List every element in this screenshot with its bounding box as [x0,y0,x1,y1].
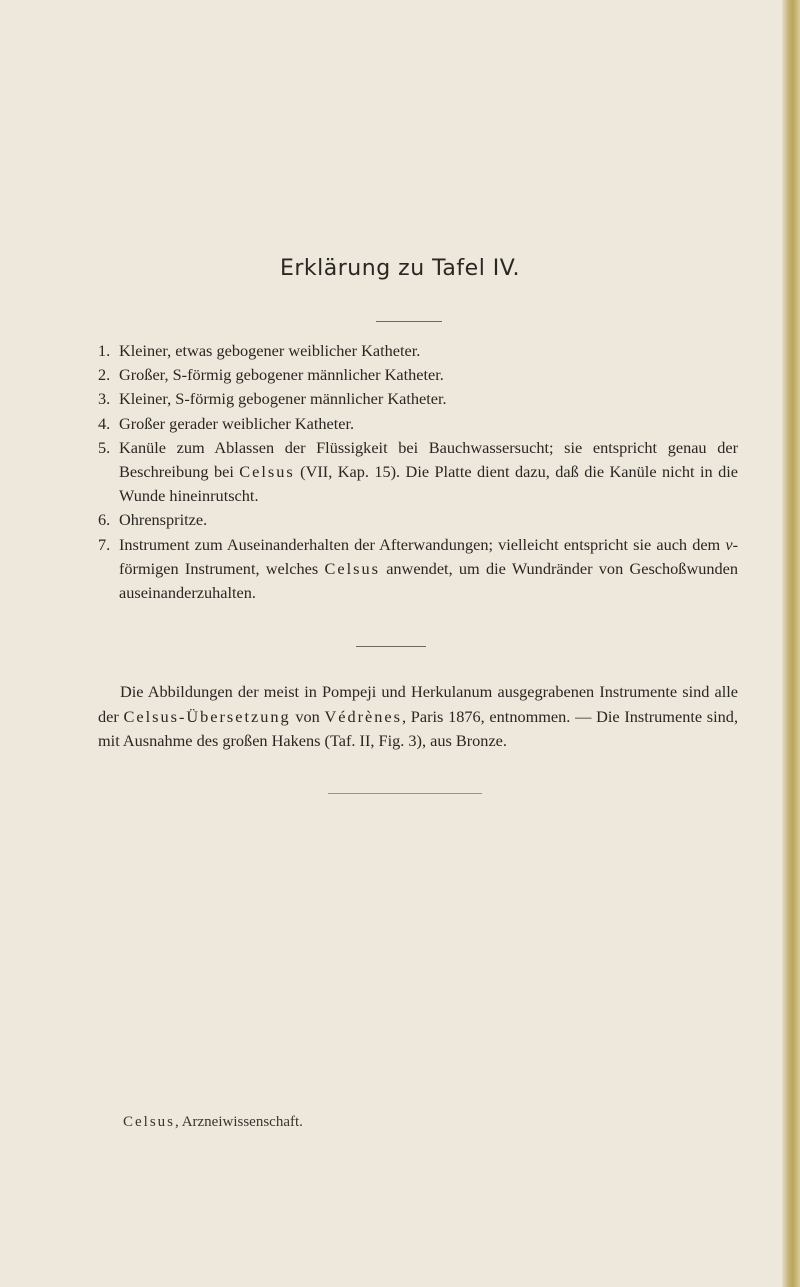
list-item [98,387,738,411]
footer-author: Celsus [123,1114,176,1130]
item-number: 2. [98,365,111,385]
item-number: 1. [98,341,111,360]
item-text: Großer, S-förmig gebogener männlicher Katheter. [119,365,444,385]
list-item [98,533,738,606]
note-text: , Paris 1876, entnommen. — Die Instrumente sind, mit Ausnahme des großen Hakens (Taf. II, Fig. 3), aus Bronze. [98,706,739,750]
item-number: 4. [98,413,111,433]
title-divider [376,321,442,322]
note-text: Die Abbildungen der meist in Pompeji und Herkulanum ausgegrabenen Instrumente sind alle der [98,682,738,726]
item-number: 7. [98,534,111,554]
item-text: Kanüle zum Ablassen der Flüssigkeit bei Bauchwassersucht; sie entspricht genau der Beschreibung bei [119,437,738,482]
list-item [98,339,738,363]
page-edge [782,0,800,1287]
item-text: Ohrenspritze. [119,510,208,530]
item-number: 3. [98,389,111,409]
item-number: 6. [98,510,111,530]
footer-title: , Arzneiwissenschaft. [175,1114,303,1130]
translator-name: Védrènes [324,706,402,726]
item-text: (VII, Kap. 15). Die Platte dient dazu, daß die Kanüle nicht in die Wunde hineinrutscht. [119,462,738,506]
figure-list [98,339,738,605]
author-name: Celsus [239,462,295,482]
greek-letter: ν [725,534,733,554]
source-note [98,680,738,754]
list-item [98,412,738,436]
list-item [98,508,738,532]
running-footer [123,1114,303,1131]
translation-name: Celsus-Übersetzung [123,706,291,726]
item-text: Großer gerader weiblicher Katheter. [119,413,355,433]
list-item [98,436,738,509]
item-number: 5. [98,437,111,457]
item-text: Instrument zum Auseinanderhalten der Afterwandungen; vielleicht entspricht sie auch dem [119,534,726,554]
item-text: anwendet, um die Wundränder von Geschoßwunden auseinanderzuhalten. [119,558,738,603]
item-text: Kleiner, etwas gebogener weiblicher Katheter. [119,341,421,360]
author-name: Celsus [324,558,380,578]
item-text: -förmigen Instrument, welches [119,534,738,578]
list-item [98,363,738,387]
section-divider [356,646,426,647]
page-title: Erklärung zu Tafel IV. [279,256,520,281]
note-text: von [290,706,325,726]
item-text: Kleiner, S-förmig gebogener männlicher Katheter. [119,389,447,409]
bottom-divider [328,793,482,794]
